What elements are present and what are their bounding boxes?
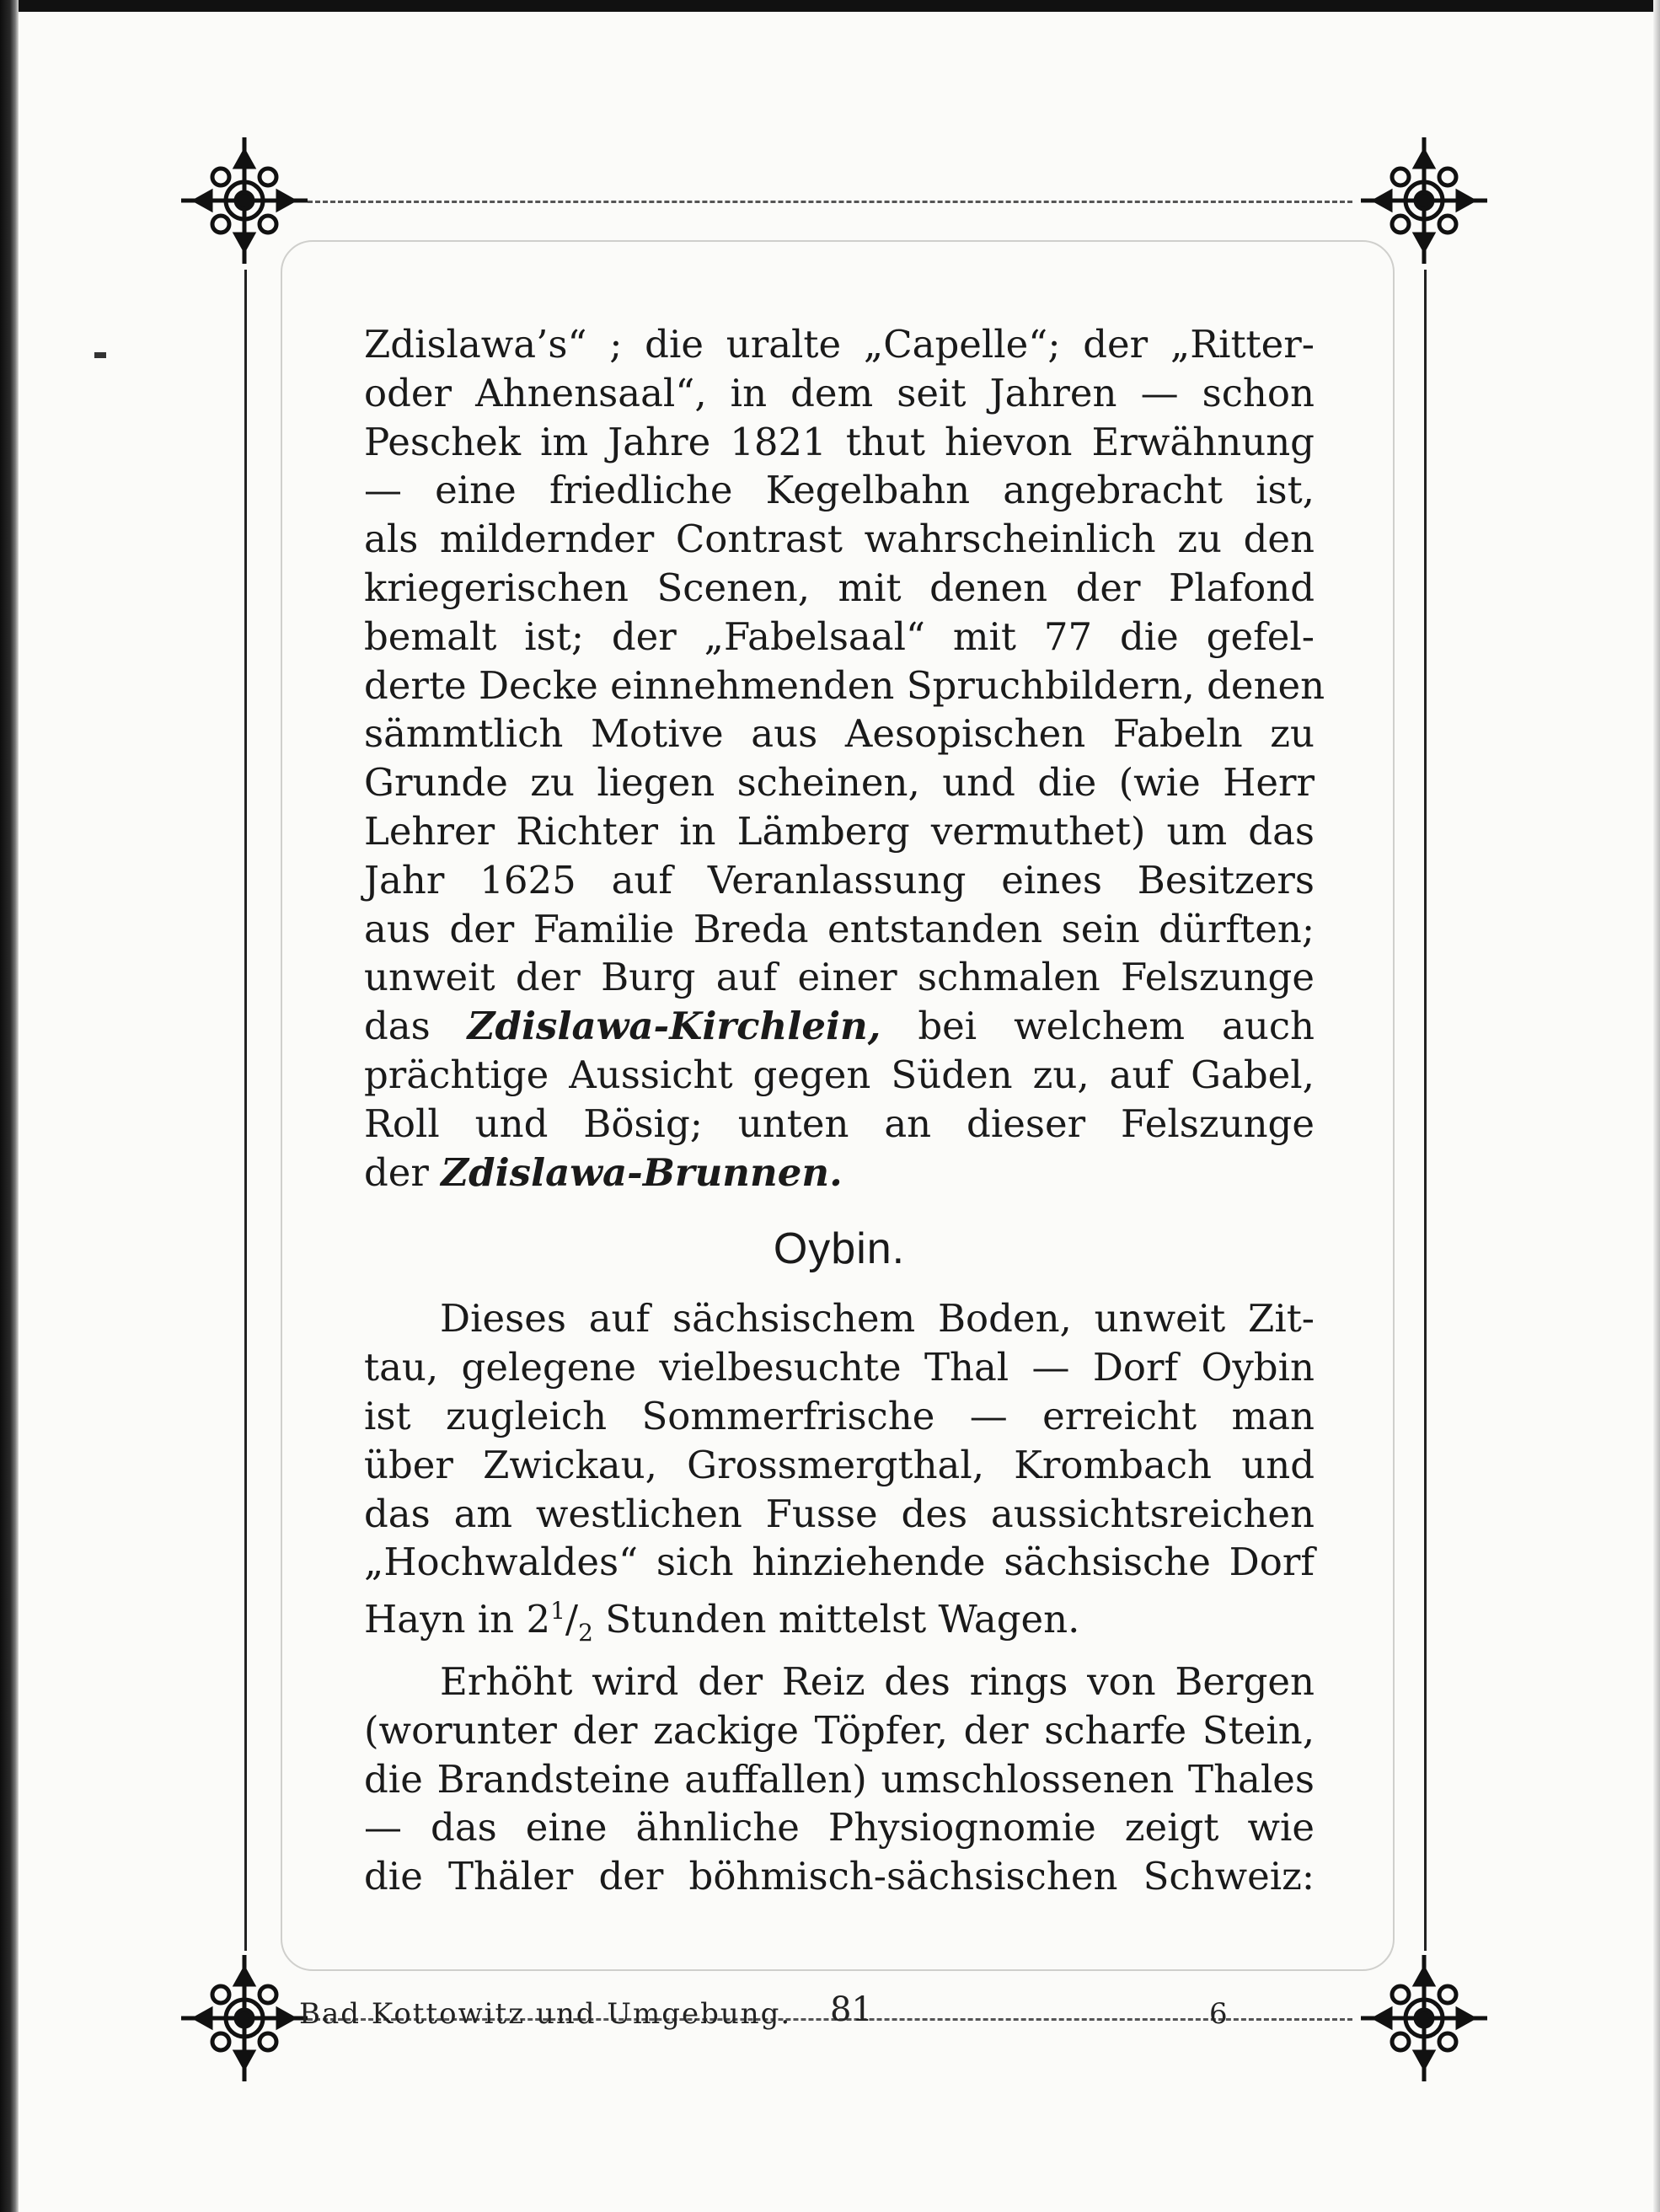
paragraph-1 xyxy=(364,320,1325,1197)
text-line: Roll und Bösig; unten an dieser Felszunge xyxy=(364,1101,1315,1146)
ornament-icon xyxy=(1357,1951,1491,2086)
page-number: 81 xyxy=(830,1990,873,2029)
frame-left-line xyxy=(244,270,247,1951)
text-line: die Brandsteine auffallen) umschlossenen Thales xyxy=(364,1756,1315,1802)
scan-edge-right xyxy=(1653,0,1660,2212)
scan-edge-top xyxy=(0,0,1660,12)
text-line: (worunter der zackige Töpfer, der scharfe Stein, xyxy=(364,1707,1315,1753)
fraction: $^1/_2$ xyxy=(550,1597,593,1647)
text-line: ist zugleich Sommerfrische — erreicht man xyxy=(364,1393,1315,1438)
text-line: die Thäler der böhmisch-sächsischen Schweiz: xyxy=(364,1854,1315,1899)
signature-mark: 6 xyxy=(1209,1997,1228,2031)
text-line: unweit der Burg auf einer schmalen Felszunge xyxy=(364,955,1315,1000)
text-line: Erhöht wird der Reiz des rings von Bergen xyxy=(440,1658,1315,1704)
text-line: das Zdislawa-Kirchlein, bei welchem auch xyxy=(364,1004,1315,1049)
text-line: das am westlichen Fusse des aussichtsreichen xyxy=(364,1491,1315,1536)
section-heading: Oybin. xyxy=(773,1224,906,1274)
text-line: Hayn in $2^1/_2$ Stunden mittelst Wagen. xyxy=(364,1597,1080,1647)
place-name: Zdislawa-Brunnen. xyxy=(441,1149,843,1195)
text-line: „Hochwaldes“ sich hinziehende sächsische Dorf xyxy=(364,1540,1315,1585)
text-line: Peschek im Jahre 1821 thut hievon Erwähnung xyxy=(364,419,1315,464)
text-line: über Zwickau, Grossmergthal, Krombach und xyxy=(364,1442,1315,1487)
text-line: — eine friedliche Kegelbahn angebracht ist, xyxy=(364,468,1315,513)
paragraph-3 xyxy=(364,1658,1315,1901)
text-line: Grunde zu liegen scheinen, und die (wie Herr xyxy=(364,760,1315,806)
text-line: Dieses auf sächsischem Boden, unweit Zit- xyxy=(440,1296,1315,1342)
text-line: — das eine ähnliche Physiognomie zeigt wie xyxy=(364,1805,1315,1850)
text-line: als mildernder Contrast wahrscheinlich zu den xyxy=(364,517,1315,562)
text-line: der Zdislawa-Brunnen. xyxy=(364,1149,843,1195)
frame-top-line xyxy=(308,201,1352,203)
ornament-icon xyxy=(177,133,312,268)
text-line: aus der Familie Breda entstanden sein dürften; xyxy=(364,906,1315,951)
scan-edge-left xyxy=(0,0,19,2212)
text-line: kriegerischen Scenen, mit denen der Plafond xyxy=(364,565,1315,610)
text-line: bemalt ist; der „Fabelsaal“ mit 77 die gefel- xyxy=(364,613,1315,659)
footer-title: Bad Kottowitz und Umgebung. xyxy=(299,1997,792,2031)
text-line: derte Decke einnehmenden Spruchbildern, denen xyxy=(364,662,1325,708)
page-body xyxy=(364,320,1325,1901)
frame-right-line xyxy=(1424,270,1427,1951)
text-line: oder Ahnensaal“, in dem seit Jahren — schon xyxy=(364,370,1315,415)
text-line: Zdislawa’s“ ; die uralte „Capelle“; der „Ritter- xyxy=(364,322,1315,367)
text-line: Jahr 1625 auf Veranlassung eines Besitzers xyxy=(364,857,1315,902)
scan-mark xyxy=(94,352,106,358)
paragraph-2 xyxy=(364,1294,1315,1658)
text-line: Lehrer Richter in Lämberg vermuthet) um das xyxy=(364,808,1315,854)
ornament-icon xyxy=(177,1951,312,2086)
text-line: prächtige Aussicht gegen Süden zu, auf Gabel, xyxy=(364,1052,1315,1097)
ornament-icon xyxy=(1357,133,1491,268)
text-line: sämmtlich Motive aus Aesopischen Fabeln zu xyxy=(364,711,1315,757)
place-name: Zdislawa-Kirchlein, xyxy=(467,1004,881,1049)
text-line: tau, gelegene vielbesuchte Thal — Dorf Oybin xyxy=(364,1345,1315,1390)
